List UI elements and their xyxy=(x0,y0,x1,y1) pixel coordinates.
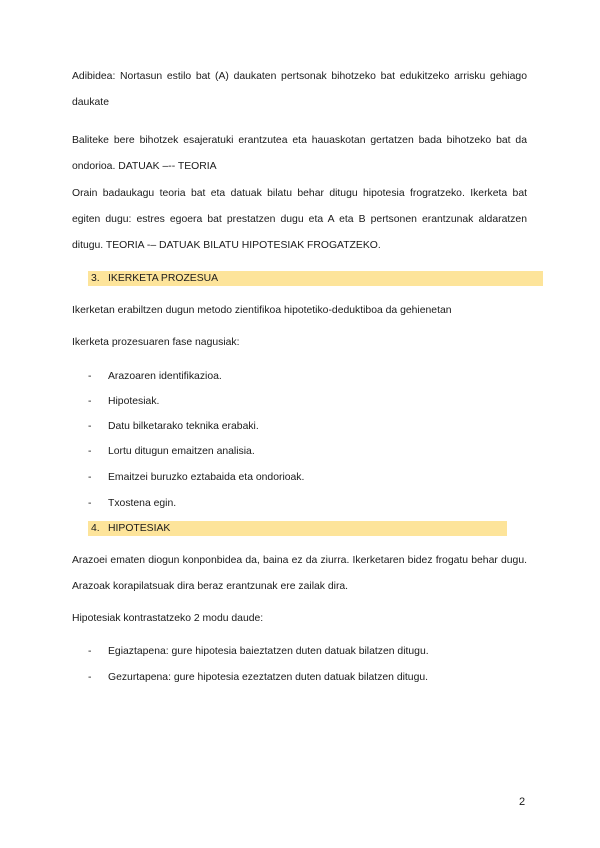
section-number: 3. xyxy=(91,273,100,284)
bullet-dash: - xyxy=(88,472,92,483)
section-title: IKERKETA PROZESUA xyxy=(108,273,219,284)
section-number: 4. xyxy=(91,523,100,534)
bullet-dash: - xyxy=(88,498,92,509)
bullet-dash: - xyxy=(88,646,92,657)
list-item-text: Gezurtapena: gure hipotesia ezeztatzen duten datuak bilatzen ditugu. xyxy=(108,672,429,683)
hypothesis-paragraph: Arazoei ematen diogun konponbidea da, baina ez da ziurra. Ikerketaren bidez frogatu behar dugu. Arazoak korapilatsuak dira beraz erantzunak ere zailak dira. xyxy=(72,555,527,592)
list-item-text: Hipotesiak. xyxy=(108,396,160,407)
list-item-text: Lortu ditugun emaitzen analisia. xyxy=(108,446,255,457)
list-item-text: Emaitzei buruzko eztabaida eta ondorioak. xyxy=(108,472,305,483)
example-paragraph: Adibidea: Nortasun estilo bat (A) daukaten pertsonak bihotzeko bat edukitzeko arrisku gehiago daukate xyxy=(72,71,527,108)
list-item-text: Txostena egin. xyxy=(108,498,177,509)
method-paragraph: Ikerketan erabiltzen dugun metodo zientifikoa hipotetiko-deduktiboa da gehienetan xyxy=(72,305,452,316)
bullet-dash: - xyxy=(88,446,92,457)
bullet-dash: - xyxy=(88,421,92,432)
bullet-dash: - xyxy=(88,371,92,382)
bullet-dash: - xyxy=(88,672,92,683)
section-heading-4 xyxy=(88,521,507,536)
bullet-dash: - xyxy=(88,396,92,407)
section-heading-3 xyxy=(88,271,543,286)
theory-paragraph: Orain badaukagu teoria bat eta datuak bilatu behar ditugu hipotesia frogratzeko. Ikerketa bat egiten dugu: estres egoera bat prestatzen dugu eta A eta B pertsonen erantzunak aldaratzen ditugu. TEORIA -– DATUAK BILATU HIPOTESIAK FROGATZEKO. xyxy=(72,188,527,251)
list-item-text: Egiaztapena: gure hipotesia baieztatzen duten datuak bilatzen ditugu. xyxy=(108,646,429,657)
maybe-paragraph: Baliteke bere bihotzek esajeratuki erantzutea eta hauaskotan gertatzen bada bihotzeko bat da ondorioa. DATUAK –-- TEORIA xyxy=(72,135,527,172)
list-item-text: Arazoaren identifikazioa. xyxy=(108,371,222,382)
contrast-intro: Hipotesiak kontrastatzeko 2 modu daude: xyxy=(72,613,264,624)
page-number: 2 xyxy=(519,796,526,808)
phases-intro: Ikerketa prozesuaren fase nagusiak: xyxy=(72,337,240,348)
list-item-text: Datu bilketarako teknika erabaki. xyxy=(108,421,259,432)
section-title: HIPOTESIAK xyxy=(108,523,171,534)
